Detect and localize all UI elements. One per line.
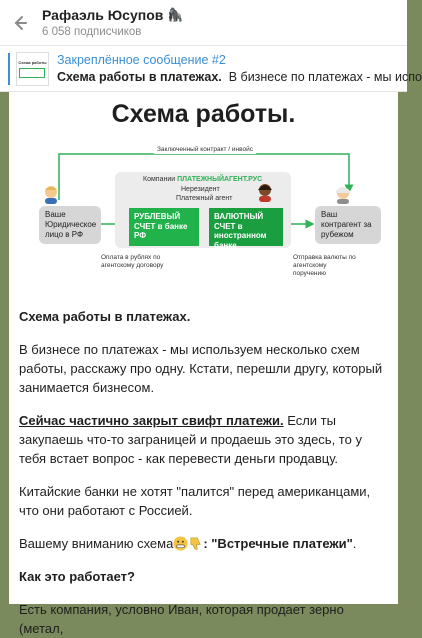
section-heading-how: Как это работает? (19, 569, 135, 584)
paragraph-3: Китайские банки не хотят "палится" перед американцами, что они работают с Россией. (19, 484, 371, 518)
pinned-thumbnail-caption: Схема работы (18, 59, 47, 65)
back-arrow-icon (11, 14, 29, 32)
pinned-preview-bold: Схема работы в платежах. (57, 70, 222, 84)
scheme-image[interactable] (9, 92, 398, 297)
paragraph-2-underlined: Сейчас частично закрыт свифт платежи. (19, 413, 284, 428)
message-text (9, 307, 398, 638)
pinned-preview (57, 70, 422, 84)
pinned-thumbnail (16, 52, 49, 86)
pinned-indicator (8, 53, 10, 85)
paragraph-4-end: . (352, 536, 357, 551)
pinned-preview-rest: В бизнесе по платежах - мы испо (228, 70, 422, 84)
rub-account-box: РУБЛЕВЫЙ СЧЕТ в банке РФ (129, 208, 199, 246)
chat-header (0, 0, 407, 46)
company-line1 (143, 176, 262, 184)
message-heading: Схема работы в платежах. (19, 309, 191, 324)
person-right-icon (333, 184, 353, 204)
pinned-thumbnail-graphic (19, 68, 45, 78)
company-prefix: Компании (143, 176, 178, 183)
message-card (9, 92, 398, 636)
pay-right-label: Отправка валюты по агентскому поручению (293, 254, 356, 277)
channel-title: Рафаэль Юсупов (42, 7, 164, 23)
grimace-emoji-icon (173, 536, 188, 551)
pinned-message-bar[interactable] (0, 46, 422, 92)
paragraph-1: В бизнесе по платежах - мы используем несколько схем работы, расскажу про одну. Кстати, перешли другу, который занимается бизнесом. (19, 342, 383, 395)
company-name: ПЛАТЕЖНЫЙАГЕНТ.РУС (177, 176, 263, 183)
fx-account-box: ВАЛЮТНЫЙ СЧЕТ в иностранном банке (209, 208, 283, 246)
scheme-title: Схема работы. (111, 100, 296, 128)
company-line3: Платежный агент (176, 195, 233, 202)
person-middle-icon (255, 182, 275, 202)
right-entity-box: Ваш контрагент за рубежом (315, 206, 381, 244)
person-left-icon (41, 184, 61, 204)
pinned-label: Закреплённое сообщение #2 (57, 53, 226, 67)
company-line2: Нерезидент (181, 186, 220, 193)
paragraph-2-rest: Если ты закупаешь что-то заграницей и продаешь это здесь, то у тебя встает вопрос - как перевести деньги продавцу. (19, 413, 362, 466)
back-button[interactable] (0, 0, 40, 46)
gorilla-emoji-icon: 🦍 (167, 7, 184, 22)
paragraph-2 (19, 411, 388, 468)
contract-label: Заключенный контракт / инвойс (154, 146, 256, 154)
subscriber-count: 6 058 подписчиков (42, 26, 142, 38)
paragraph-4-start: Вашему вниманию схема (19, 536, 174, 551)
thumbs-down-emoji-icon (188, 536, 203, 551)
channel-info[interactable] (42, 7, 184, 38)
left-entity-box: Ваше Юридическое лицо в РФ (39, 206, 101, 244)
paragraph-4 (19, 534, 388, 553)
pay-left-label: Оплата в рублях по агентскому договору (101, 254, 164, 269)
paragraph-5: Есть компания, условно Иван, которая продает зерно (метал, (19, 602, 344, 636)
paragraph-4-bold: : "Встречные платежи" (203, 536, 353, 551)
